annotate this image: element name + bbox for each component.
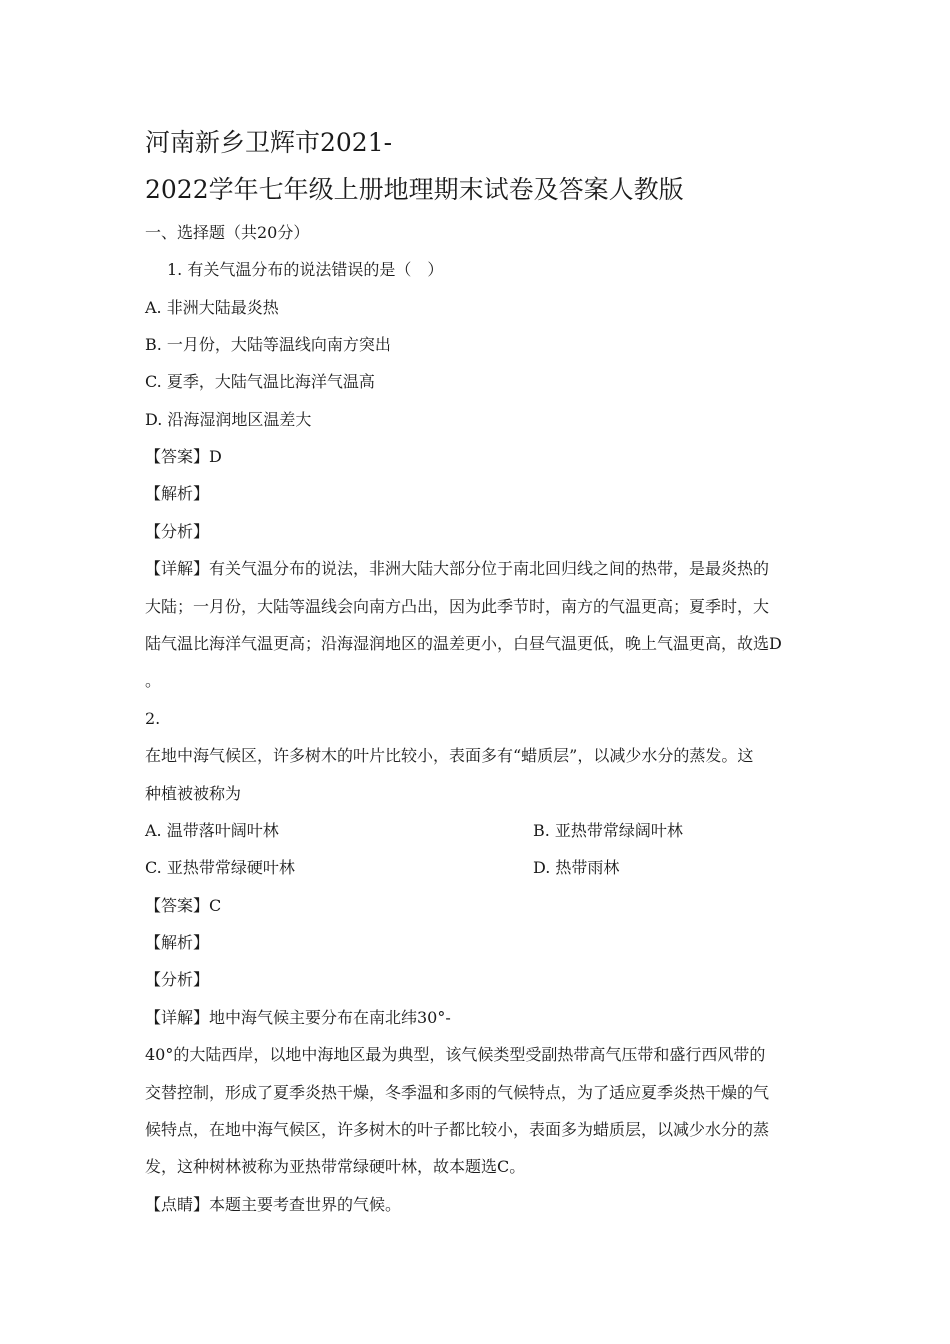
question-1-option-a: A. 非洲大陆最炎热 (145, 298, 279, 317)
question-2-detail-line: 候特点，在地中海气候区，许多树木的叶子都比较小，表面多为蜡质层，以减少水分的蒸 (145, 1120, 770, 1139)
question-2-number: 2. (145, 709, 161, 728)
question-2-answer: 【答案】C (145, 896, 222, 915)
section-heading: 一、选择题（共20分） (145, 223, 310, 242)
question-1-detail-line: 【详解】有关气温分布的说法，非洲大陆大部分位于南北回归线之间的热带，是最炎热的 (145, 559, 770, 578)
question-2-detail-line: 交替控制，形成了夏季炎热干燥，冬季温和多雨的气候特点，为了适应夏季炎热干燥的气 (145, 1083, 770, 1102)
question-2-option-a: A. 温带落叶阔叶林 (145, 821, 279, 840)
page-title-line-2: 2022学年七年级上册地理期末试卷及答案人教版 (145, 175, 684, 204)
question-2-option-b: B. 亚热带常绿阔叶林 (533, 821, 683, 840)
question-2-comment: 【点睛】本题主要考查世界的气候。 (145, 1195, 402, 1214)
question-2-detail-line: 【详解】地中海气候主要分布在南北纬30°- (145, 1008, 451, 1027)
question-2-analysis-label: 【解析】 (145, 933, 210, 952)
question-1-detail-line: 。 (145, 671, 162, 690)
question-1-detail-line: 大陆；一月份，大陆等温线会向南方凸出，因为此季节时，南方的气温更高；夏季时，大 (145, 597, 770, 616)
question-2-option-d: D. 热带雨林 (533, 858, 620, 877)
question-2-stem-line: 在地中海气候区，许多树木的叶片比较小，表面多有“蜡质层”，以减少水分的蒸发。这 (145, 746, 754, 765)
question-1-option-c: C. 夏季，大陆气温比海洋气温高 (145, 372, 375, 391)
question-2-fenxi-label: 【分析】 (145, 970, 210, 989)
question-1-detail-line: 陆气温比海洋气温更高；沿海湿润地区的温差更小，白昼气温更低，晚上气温更高，故选D (145, 634, 782, 653)
question-1-option-d: D. 沿海湿润地区温差大 (145, 410, 312, 429)
question-1-answer: 【答案】D (145, 447, 222, 466)
question-1-fenxi-label: 【分析】 (145, 522, 210, 541)
question-2-option-c: C. 亚热带常绿硬叶林 (145, 858, 295, 877)
question-1-analysis-label: 【解析】 (145, 484, 210, 503)
question-2-stem-line: 种植被被称为 (145, 784, 242, 803)
question-2-detail-line: 40°的大陆西岸，以地中海地区最为典型，该气候类型受副热带高气压带和盛行西风带的 (145, 1045, 766, 1064)
question-1-option-b: B. 一月份，大陆等温线向南方突出 (145, 335, 391, 354)
question-1-stem: 1. 有关气温分布的说法错误的是（ ） (167, 260, 444, 279)
question-2-detail-line: 发，这种树林被称为亚热带常绿硬叶林，故本题选C。 (145, 1157, 526, 1176)
page-title-line-1: 河南新乡卫辉市2021- (145, 128, 393, 157)
